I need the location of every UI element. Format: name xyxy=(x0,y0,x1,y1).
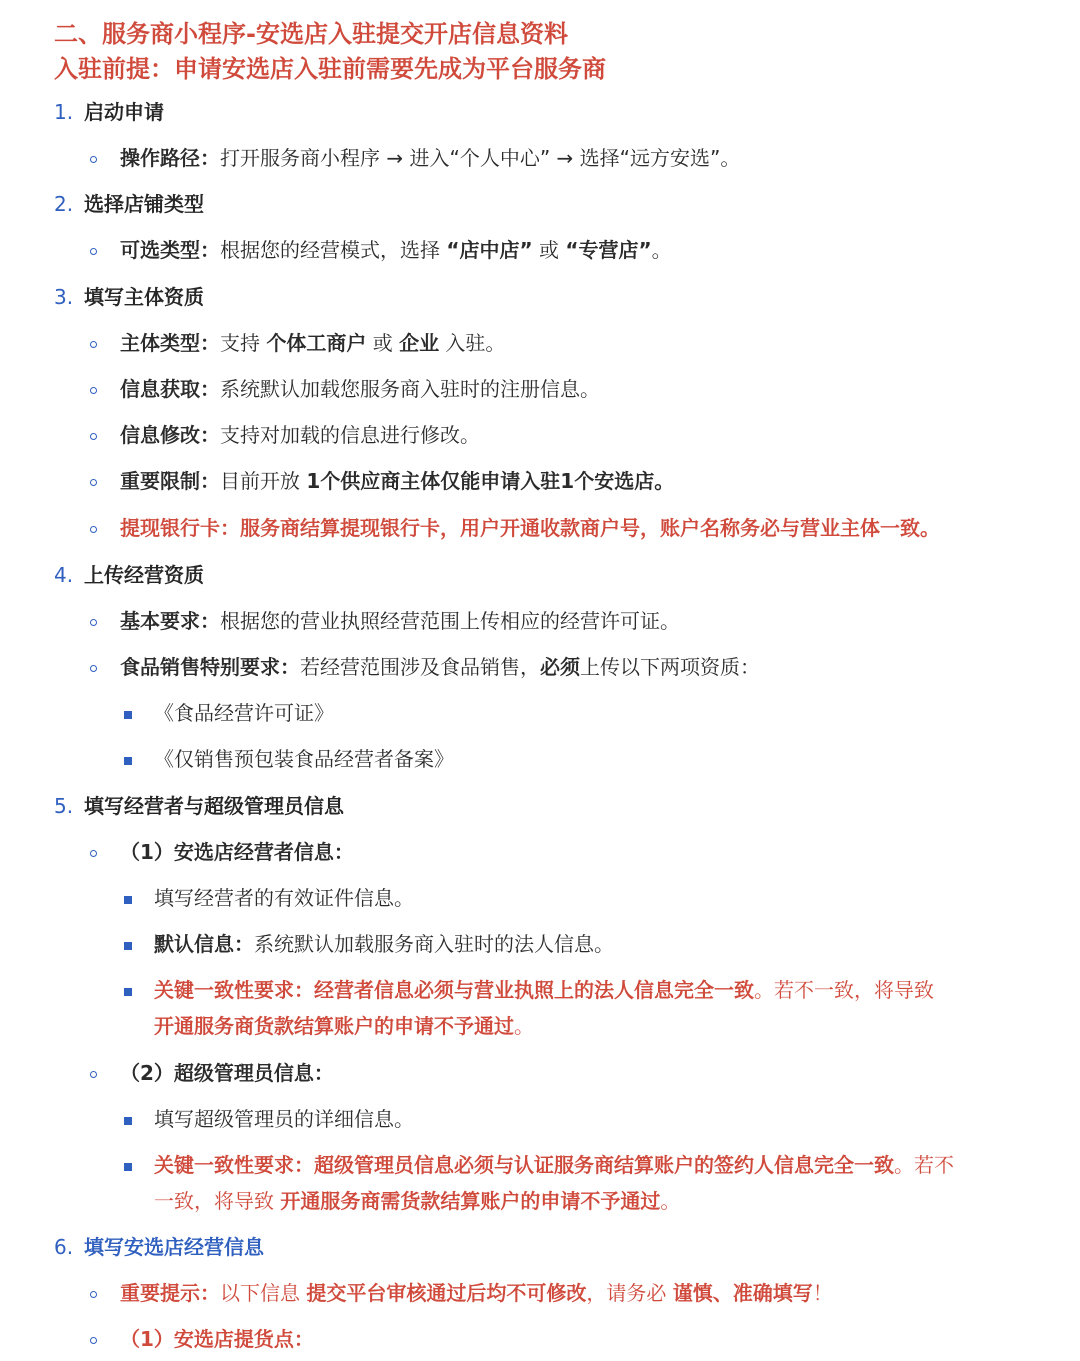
step-title: 上传经营资质 xyxy=(84,563,204,587)
step-number: 1. xyxy=(54,100,74,124)
list-item: 主体类型：支持 个体工商户 或 企业 入驻。 xyxy=(120,331,506,355)
sub-list-item: 填写经营者的有效证件信息。 xyxy=(154,886,414,910)
circle-bullet-icon xyxy=(90,850,97,857)
list-item: 操作路径：打开服务商小程序 → 进入“个人中心” → 选择“远方安选”。 xyxy=(120,146,741,170)
sub-list-item-warning: 关键一致性要求：超级管理员信息必须与认证服务商结算账户的签约人信息完全一致。若不 xyxy=(154,1153,954,1177)
step-number: 4. xyxy=(54,563,74,587)
list-item: 重要限制：目前开放 1个供应商主体仅能申请入驻1个安选店。 xyxy=(120,469,675,493)
square-bullet-icon xyxy=(124,942,132,950)
sub-list-item-warning-cont: 开通服务商货款结算账户的申请不予通过。 xyxy=(154,1014,534,1038)
square-bullet-icon xyxy=(124,711,132,719)
section-title: 二、服务商小程序-安选店入驻提交开店信息资料 xyxy=(54,20,568,48)
step-title: 填写主体资质 xyxy=(84,285,204,309)
square-bullet-icon xyxy=(124,988,132,996)
list-item: 可选类型：根据您的经营模式，选择 “店中店” 或 “专营店”。 xyxy=(120,238,672,262)
circle-bullet-icon xyxy=(90,1071,97,1078)
circle-bullet-icon xyxy=(90,619,97,626)
sub-heading: （1）安选店经营者信息： xyxy=(120,840,354,864)
list-item: 信息修改：支持对加载的信息进行修改。 xyxy=(120,423,480,447)
circle-bullet-icon xyxy=(90,433,97,440)
list-item: 信息获取：系统默认加载您服务商入驻时的注册信息。 xyxy=(120,377,600,401)
list-item-warning: 重要提示：以下信息 提交平台审核通过后均不可修改，请务必 谨慎、准确填写！ xyxy=(120,1281,833,1305)
square-bullet-icon xyxy=(124,1117,132,1125)
circle-bullet-icon xyxy=(90,526,97,533)
circle-bullet-icon xyxy=(90,248,97,255)
square-bullet-icon xyxy=(124,1163,132,1171)
sub-list-item: 填写超级管理员的详细信息。 xyxy=(154,1107,414,1131)
sub-heading: （2）超级管理员信息： xyxy=(120,1061,334,1085)
sub-heading: （1）安选店提货点： xyxy=(120,1327,314,1351)
step-number: 3. xyxy=(54,285,74,309)
circle-bullet-icon xyxy=(90,387,97,394)
sub-list-item: 《仅销售预包装食品经营者备案》 xyxy=(154,747,454,771)
step-title: 启动申请 xyxy=(84,100,164,124)
step-title: 选择店铺类型 xyxy=(84,192,204,216)
sub-list-item-warning: 关键一致性要求：经营者信息必须与营业执照上的法人信息完全一致。若不一致，将导致 xyxy=(154,978,934,1002)
list-item-warning: 提现银行卡：服务商结算提现银行卡，用户开通收款商户号，账户名称务必与营业主体一致。 xyxy=(120,516,940,540)
square-bullet-icon xyxy=(124,757,132,765)
sub-list-item: 默认信息：系统默认加载服务商入驻时的法人信息。 xyxy=(154,932,614,956)
step-title: 填写经营者与超级管理员信息 xyxy=(84,794,344,818)
step-number: 5. xyxy=(54,794,74,818)
step-number: 6. xyxy=(54,1235,74,1259)
circle-bullet-icon xyxy=(90,479,97,486)
list-item: 食品销售特别要求：若经营范围涉及食品销售，必须上传以下两项资质： xyxy=(120,655,760,679)
sub-list-item: 《食品经营许可证》 xyxy=(154,701,334,725)
circle-bullet-icon xyxy=(90,665,97,672)
circle-bullet-icon xyxy=(90,1337,97,1344)
square-bullet-icon xyxy=(124,896,132,904)
prerequisite-note: 入驻前提：申请安选店入驻前需要先成为平台服务商 xyxy=(54,55,606,83)
step-title: 填写安选店经营信息 xyxy=(84,1235,264,1259)
circle-bullet-icon xyxy=(90,156,97,163)
circle-bullet-icon xyxy=(90,341,97,348)
circle-bullet-icon xyxy=(90,1291,97,1298)
step-number: 2. xyxy=(54,192,74,216)
sub-list-item-warning-cont: 一致，将导致 开通服务商需货款结算账户的申请不予通过。 xyxy=(154,1189,681,1213)
list-item: 基本要求：根据您的营业执照经营范围上传相应的经营许可证。 xyxy=(120,609,680,633)
